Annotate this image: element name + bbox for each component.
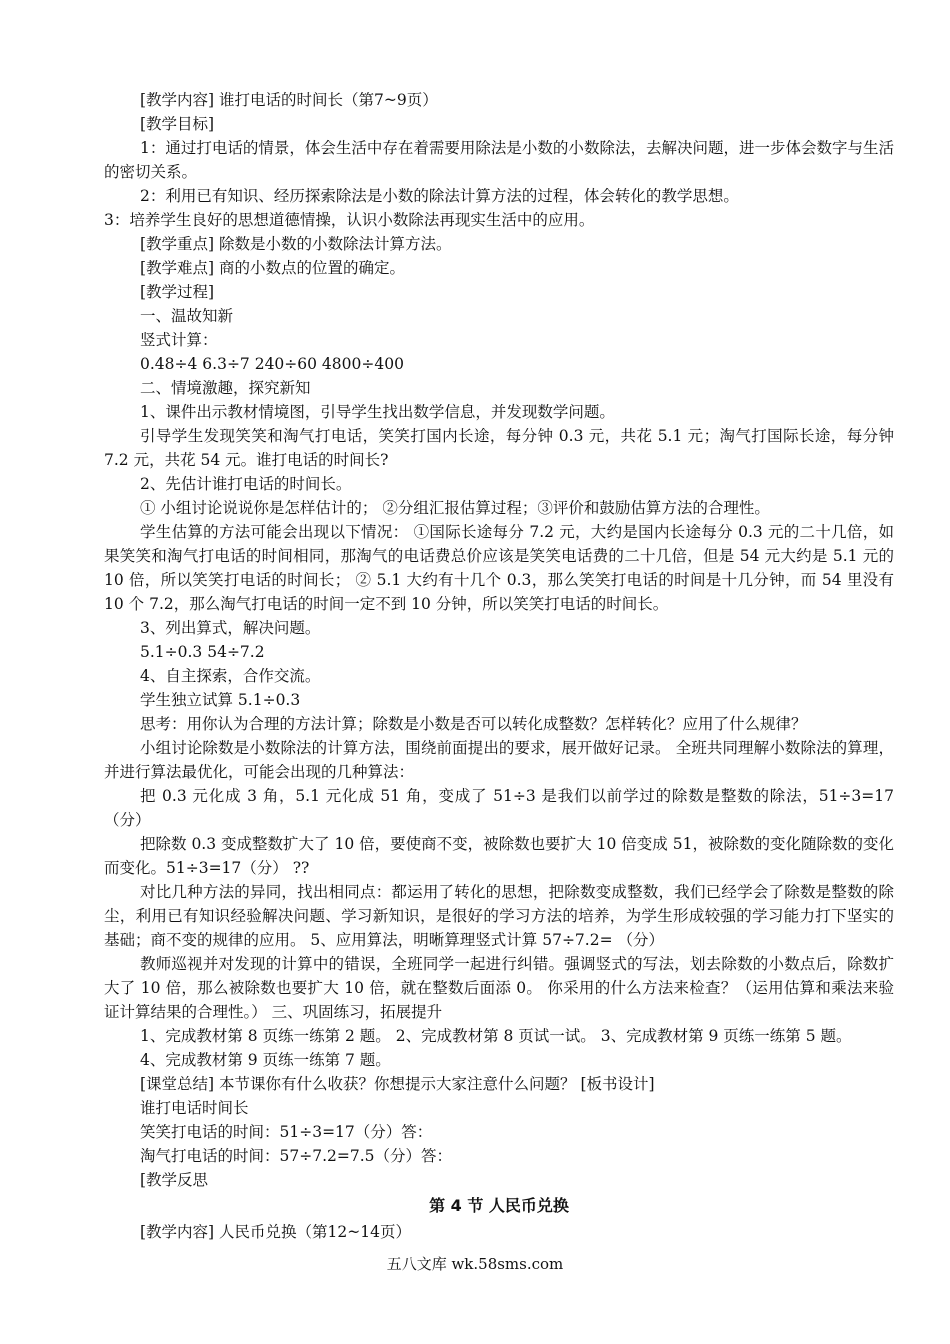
paragraph: [教学目标] xyxy=(140,115,215,133)
document-body xyxy=(104,88,894,1244)
paragraph: 学生估算的方法可能会出现以下情况： ①国际长途每分 7.2 元，大约是国内长途每分 0.3 元的二十几倍，如果笑笑和淘气打电话的时间相同，那淘气的电话费总价应该是笑笑电话费的二十几倍，但是 54 元大约是 5.1 元的 10 倍，所以笑笑打电话的时间长； ② 5.1 大约有十几个 0.3，那么笑笑打电话的时间是十几分钟，而 54 里没有 10 个 7.2，那么淘气打电话的时间一定不到 10 分钟，所以笑笑打电话的时间长。 xyxy=(104,523,894,613)
paragraph: 0.48÷4 6.3÷7 240÷60 4800÷400 xyxy=(140,355,404,373)
paragraph: 笑笑打电话的时间：51÷3=17（分）答： xyxy=(140,1123,433,1141)
paragraph: [教学内容] 谁打电话的时间长（第7~9页） xyxy=(140,91,438,109)
paragraph: [教学内容] 人民币兑换（第12~14页） xyxy=(140,1223,411,1241)
paragraph: [教学反思 xyxy=(140,1171,209,1189)
paragraph: 3、列出算式，解决问题。 xyxy=(140,619,321,637)
paragraph: 竖式计算： xyxy=(140,331,218,349)
paragraph: [教学重点] 除数是小数的小数除法计算方法。 xyxy=(140,235,452,253)
paragraph: 教师巡视并对发现的计算中的错误，全班同学一起进行纠错。强调竖式的写法，划去除数的小数点后，除数扩大了 10 倍，那么被除数也要扩大 10 倍，就在整数后面添 0。 你采用的什么方法来检查？（运用估算和乘法来验证计算结果的合理性。） 三、巩固练习，拓展提升 xyxy=(104,955,894,1021)
paragraph: 1：通过打电话的情景，体会生活中存在着需要用除法是小数的小数除法，去解决问题，进一步体会数字与生活的密切关系。 xyxy=(104,139,894,181)
paragraph: 小组讨论除数是小数除法的计算方法，围绕前面提出的要求，展开做好记录。 全班共同理解小数除法的算理，并进行算法最优化，可能会出现的几种算法： xyxy=(104,739,894,781)
paragraph: 思考：用你认为合理的方法计算；除数是小数是否可以转化成整数？怎样转化？应用了什么规律？ xyxy=(140,715,807,733)
paragraph: 5.1÷0.3 54÷7.2 xyxy=(140,643,265,661)
paragraph: 一、温故知新 xyxy=(140,307,234,325)
paragraph: 学生独立试算 5.1÷0.3 xyxy=(140,691,301,709)
paragraph: 2：利用已有知识、经历探索除法是小数的除法计算方法的过程，体会转化的教学思想。 xyxy=(140,187,739,205)
paragraph: 4、完成教材第 9 页练一练第 7 题。 xyxy=(140,1051,391,1069)
paragraph: 把 0.3 元化成 3 角，5.1 元化成 51 角，变成了 51÷3 是我们以前学过的除数是整数的除法，51÷3=17（分） xyxy=(104,787,894,829)
paragraph: 把除数 0.3 变成整数扩大了 10 倍，要使商不变，被除数也要扩大 10 倍变成 51，被除数的变化随除数的变化而变化。51÷3=17（分） ?? xyxy=(104,835,894,877)
paragraph: ① 小组讨论说说你是怎样估计的； ②分组汇报估算过程；③评价和鼓励估算方法的合理性。 xyxy=(140,499,770,517)
section-heading: 第 4 节 人民币兑换 xyxy=(429,1196,569,1215)
paragraph: 3：培养学生良好的思想道德情操，认识小数除法再现实生活中的应用。 xyxy=(104,211,595,229)
paragraph: 淘气打电话的时间：57÷7.2=7.5（分）答： xyxy=(140,1147,452,1165)
paragraph: 二、情境激趣，探究新知 xyxy=(140,379,311,397)
paragraph: [教学难点] 商的小数点的位置的确定。 xyxy=(140,259,406,277)
paragraph: 1、课件出示教材情境图，引导学生找出数学信息，并发现数学问题。 xyxy=(140,403,615,421)
paragraph: [课堂总结] 本节课你有什么收获？你想提示大家注意什么问题？ [板书设计] xyxy=(140,1075,655,1093)
paragraph: 4、自主探索，合作交流。 xyxy=(140,667,321,685)
paragraph: 对比几种方法的异同，找出相同点：都运用了转化的思想，把除数变成整数，我们已经学会了除数是整数的除尘，利用已有知识经验解决问题、学习新知识，是很好的学习方法的培养，为学生形成较强的学习能力打下坚实的基础；商不变的规律的应用。 5、应用算法，明晰算理竖式计算 57÷7.2= （分） xyxy=(104,883,894,949)
footer-watermark: 五八文库 wk.58sms.com xyxy=(386,1255,564,1273)
paragraph: 引导学生发现笑笑和淘气打电话，笑笑打国内长途，每分钟 0.3 元，共花 5.1 元；淘气打国际长途，每分钟 7.2 元，共花 54 元。谁打电话的时间长? xyxy=(104,427,894,469)
paragraph: [教学过程] xyxy=(140,283,215,301)
paragraph: 1、完成教材第 8 页练一练第 2 题。 2、完成教材第 8 页试一试。 3、完成教材第 9 页练一练第 5 题。 xyxy=(140,1027,852,1045)
paragraph: 谁打电话时间长 xyxy=(140,1099,249,1117)
paragraph: 2、先估计谁打电话的时间长。 xyxy=(140,475,352,493)
